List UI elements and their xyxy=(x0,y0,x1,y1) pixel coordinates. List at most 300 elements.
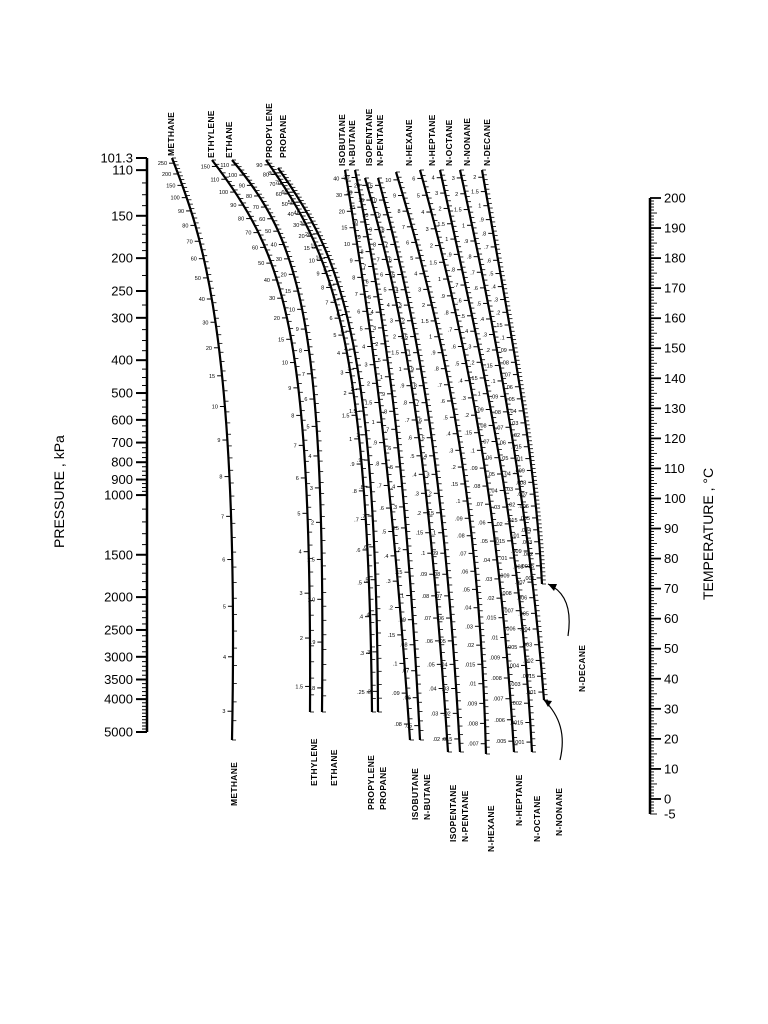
curve-value-label: .3 xyxy=(482,332,488,339)
curve-value-label: .02 xyxy=(466,643,475,650)
pressure-axis-label: PRESSURE , kPa xyxy=(51,435,67,548)
curve-value-label: 3 xyxy=(340,370,344,377)
curve-value-label: .09 xyxy=(490,394,499,401)
bottom-label-ethylene: ETHYLENE xyxy=(309,738,319,786)
curve-value-label: .9 xyxy=(310,640,316,647)
pressure-axis xyxy=(100,151,147,740)
curve-value-label: 5 xyxy=(222,604,226,611)
curve-value-label: 80 xyxy=(182,223,189,230)
curve-value-label: .7 xyxy=(414,400,420,407)
curve-value-label: 1 xyxy=(429,334,433,341)
curve-value-label: 2 xyxy=(299,636,303,643)
curve-value-label: .09 xyxy=(499,347,507,354)
pressure-tick-label: 150 xyxy=(111,208,133,224)
curve-value-label: .4 xyxy=(422,453,428,460)
curve-value-label: .2 xyxy=(388,605,393,612)
curve-value-label: .2 xyxy=(485,347,490,354)
curve-value-label: .003 xyxy=(521,642,533,649)
pressure-tick-label: 3000 xyxy=(104,649,133,665)
curve-value-label: .9 xyxy=(409,367,414,374)
curve-value-label: 10 xyxy=(281,360,288,367)
curve-value-label: 80 xyxy=(245,193,253,200)
curve-value-label: .8 xyxy=(359,485,364,492)
curve-value-label: 15 xyxy=(349,205,356,212)
curve-value-label: 5 xyxy=(410,256,414,263)
curve-value-label: 90 xyxy=(230,203,237,210)
curve-value-label: .9 xyxy=(372,440,378,447)
curve-value-label: .006 xyxy=(494,717,505,724)
curve-value-label: .1 xyxy=(470,448,475,455)
curve-value-label: .6 xyxy=(457,298,462,305)
bottom-label-methane: METHANE xyxy=(229,761,239,806)
curve-value-label: 7 xyxy=(376,257,380,264)
curve-value-label: .01 xyxy=(515,456,524,463)
curve-value-label: 5 xyxy=(392,272,396,279)
curve-value-label: .6 xyxy=(451,344,456,351)
curve-value-label: .5 xyxy=(363,577,369,584)
curve-value-label: .9 xyxy=(463,238,469,245)
curve-value-label: .02 xyxy=(443,711,451,718)
curve-value-label: 1.5 xyxy=(400,334,409,341)
curve-value-label: .9 xyxy=(479,217,484,224)
curve-value-label: .4 xyxy=(364,612,370,619)
curve-value-label: .4 xyxy=(446,431,451,438)
curve-value-label: .8 xyxy=(467,254,472,261)
curve-value-label: .07 xyxy=(481,439,490,446)
curve-value-label: .08 xyxy=(501,360,509,367)
bottom-label-propane: PROPANE xyxy=(378,766,388,810)
curve-value-label: 2 xyxy=(438,206,442,213)
curve-value-label: .01 xyxy=(468,681,477,688)
curve-value-label: .25 xyxy=(357,689,365,696)
curve-value-label: 4 xyxy=(395,287,399,294)
curve-value-label: .6 xyxy=(486,258,492,265)
curve-value-label: .1 xyxy=(455,499,461,506)
curve-value-label: .02 xyxy=(507,502,516,509)
curve-value-label: .3 xyxy=(359,651,365,658)
curve-value-label: 6 xyxy=(365,279,369,286)
curve-value-label: .8 xyxy=(374,461,380,468)
curve-value-label: 15 xyxy=(278,337,285,344)
temperature-tick-label: 90 xyxy=(664,521,679,537)
curve-value-label: .09 xyxy=(430,551,439,558)
curve-value-label: 6 xyxy=(388,257,392,264)
curve-value-label: .1 xyxy=(399,593,405,600)
curve-value-label: .007 xyxy=(502,608,514,615)
curve-value-label: .02 xyxy=(495,521,503,528)
curve-value-label: 4 xyxy=(370,310,374,317)
curve-value-label: .04 xyxy=(503,471,511,478)
curve-value-label: .4 xyxy=(491,284,496,291)
curve-value-label: .008 xyxy=(491,676,502,683)
curve-value-label: 9 xyxy=(323,268,327,275)
curve-value-label: 2 xyxy=(375,341,379,348)
curve-value-label: .2 xyxy=(495,310,501,317)
curve-value-label: 250 xyxy=(157,161,168,168)
top-label-n-hexane: N-HEXANE xyxy=(404,119,414,166)
curve-value-label: 110 xyxy=(210,177,220,184)
temperature-tick-label: 100 xyxy=(664,490,686,506)
curve-value-label: 50 xyxy=(281,201,288,208)
curve-value-label: 7 xyxy=(401,224,405,231)
curve-value-label: .15 xyxy=(485,363,493,370)
curve-value-label: 4 xyxy=(414,271,418,278)
curve-value-label: .5 xyxy=(476,301,482,308)
curve-value-label: 200 xyxy=(161,171,172,178)
curve-value-label: .15 xyxy=(394,570,403,577)
curve-value-label: .3 xyxy=(365,649,371,656)
curve-value-label: .05 xyxy=(462,587,470,594)
curve-value-label: .04 xyxy=(428,686,437,693)
curve-value-label: 1.5 xyxy=(295,684,304,691)
curve-value-label: .2 xyxy=(366,689,371,696)
curve-value-label: .07 xyxy=(503,372,511,379)
pressure-tick-label: 101.3 xyxy=(100,150,133,166)
bottom-label-n-pentane: N-PENTANE xyxy=(460,790,470,842)
top-label-n-decane: N-DECANE xyxy=(482,118,492,166)
curve-value-label: .2 xyxy=(464,413,470,420)
curve-value-label: .07 xyxy=(423,616,432,623)
curve-value-label: 1 xyxy=(437,277,442,284)
curve-value-label: .4 xyxy=(383,553,389,560)
curve-value-label: .5 xyxy=(357,580,362,587)
curve-value-label: .15 xyxy=(494,322,503,329)
curve-value-label: 5 xyxy=(333,333,337,340)
curve-value-label: .5 xyxy=(443,415,448,422)
curve-value-label: 40 xyxy=(263,278,270,285)
curve-value-label: 8 xyxy=(352,275,356,282)
curve-value-label: 2 xyxy=(401,318,406,325)
curve-value-label: .9 xyxy=(357,458,362,465)
curve-value-label: 30 xyxy=(269,296,276,303)
curve-value-label: 70 xyxy=(274,180,282,187)
curve-value-label: 20 xyxy=(280,272,287,279)
curve-value-label: 1 xyxy=(349,436,353,443)
curve-value-label: 3 xyxy=(398,303,402,310)
curve-value-label: .04 xyxy=(490,488,498,495)
curve-value-label: .4 xyxy=(458,378,463,385)
curve-value-label: 1 xyxy=(445,237,449,244)
curve-value-label: 15 xyxy=(358,198,365,205)
curve-value-label: 4 xyxy=(344,347,348,354)
curve-value-label: 100 xyxy=(170,195,180,202)
curve-value-label: 70 xyxy=(269,182,276,189)
bottom-label-propylene: PROPYLENE xyxy=(366,754,376,810)
curve-value-label: .7 xyxy=(354,517,359,524)
curve-value-label: 2 xyxy=(392,334,397,341)
curve-value-label: 1.5 xyxy=(372,358,381,365)
temperature-tick-label: 50 xyxy=(664,641,679,657)
curve-value-label: 10 xyxy=(370,198,377,205)
curve-value-label: .03 xyxy=(484,576,493,583)
curve-value-label: .5 xyxy=(381,529,387,536)
curve-value-label: .9 xyxy=(380,391,386,398)
curve-value-label: .6 xyxy=(440,398,445,405)
curve-value-label: 5 xyxy=(306,424,310,431)
curve-value-label: .5 xyxy=(488,271,494,278)
bottom-label-isobutane: ISOBUTANE xyxy=(410,767,420,820)
pressure-tick-label: 800 xyxy=(111,454,133,470)
pressure-tick-label: 600 xyxy=(111,412,133,428)
pressure-tick-label: 300 xyxy=(111,310,133,326)
curve-value-label: .009 xyxy=(466,701,478,708)
temperature-tick-label: 200 xyxy=(664,190,686,206)
bottom-label-isopentane: ISOPENTANE xyxy=(448,784,458,842)
curve-value-label: 1.5 xyxy=(364,400,373,407)
curve-value-label: .006 xyxy=(518,504,529,511)
curve-value-label: 15 xyxy=(208,373,216,380)
temperature-tick-label: 10 xyxy=(664,761,679,777)
curve-value-label: 9 xyxy=(369,227,373,234)
curve-value-label: 6 xyxy=(357,309,361,316)
n-nonane-arrowhead xyxy=(544,700,552,707)
curve-value-label: .006 xyxy=(504,626,516,633)
curve-value-label: 1.5 xyxy=(307,557,315,564)
curve-value-label: 3 xyxy=(451,175,455,182)
curve-value-label: 7 xyxy=(332,296,336,303)
temperature-tick-label: 110 xyxy=(664,460,685,476)
curve-value-label: 5 xyxy=(383,287,387,294)
pressure-tick-label: 500 xyxy=(111,385,133,401)
curve-value-label: .7 xyxy=(447,327,453,334)
bottom-label-n-heptane: N-HEPTANE xyxy=(514,774,524,826)
curve-value-label: 3 xyxy=(347,366,351,373)
curve-value-label: 7 xyxy=(221,514,225,521)
curve-value-label: .002 xyxy=(511,701,523,708)
curve-value-label: 1 xyxy=(356,432,360,439)
curve-value-label: 3 xyxy=(222,709,226,716)
curve-value-label: 4 xyxy=(431,175,435,182)
curve-value-label: 40 xyxy=(333,176,340,183)
curve-value-label: .001 xyxy=(513,740,525,747)
curve-value-label: .2 xyxy=(396,547,401,554)
top-label-isopentane: ISOPENTANE xyxy=(364,108,374,166)
curve-value-label: .015 xyxy=(494,538,506,545)
curve-value-label: .005 xyxy=(519,515,531,522)
curve-methane xyxy=(172,158,233,740)
curve-value-label: .15 xyxy=(387,632,396,639)
curve-value-label: 8 xyxy=(219,474,223,481)
curve-value-label: .07 xyxy=(401,668,410,675)
curve-value-label: .1 xyxy=(420,551,426,558)
curve-value-label: 3 xyxy=(418,287,422,294)
curve-value-label: .5 xyxy=(420,435,425,442)
curve-value-label: 6 xyxy=(304,397,308,404)
top-label-n-heptane: N-HEPTANE xyxy=(427,114,437,166)
bottom-label-n-nonane: N-NONANE xyxy=(554,787,564,836)
temperature-tick-label: 30 xyxy=(664,701,679,717)
curve-value-label: 10 xyxy=(343,242,351,249)
curve-value-label: 1.0 xyxy=(307,597,316,604)
curve-value-label: .15 xyxy=(450,481,459,488)
temperature-tick-label: 80 xyxy=(664,551,679,567)
curve-value-label: .05 xyxy=(487,471,496,478)
curve-value-label: 10 xyxy=(351,219,359,226)
curve-value-label: .7 xyxy=(484,244,489,251)
curve-value-label: .1 xyxy=(476,391,481,398)
curve-value-label: .8 xyxy=(434,366,439,373)
curve-value-label: .07 xyxy=(495,425,504,432)
curve-value-label: 50 xyxy=(265,229,272,236)
curve-value-label: 2 xyxy=(429,243,433,250)
curve-value-label: 80 xyxy=(238,216,245,223)
n-nonane-arrow xyxy=(544,700,562,760)
curve-value-label: 7 xyxy=(363,264,367,271)
curve-value-label: 8 xyxy=(397,209,401,216)
curve-value-label: 8 xyxy=(381,227,385,234)
pressure-tick-label: 2500 xyxy=(104,622,133,638)
curve-value-label: .7 xyxy=(437,382,442,389)
pressure-tick-label: 1500 xyxy=(104,547,133,563)
curve-value-label: .15 xyxy=(464,430,473,437)
top-label-isobutane: ISOBUTANE xyxy=(337,113,347,166)
curve-value-label: 50 xyxy=(194,275,201,282)
temperature-tick-label: 130 xyxy=(664,400,686,416)
curve-value-label: .5 xyxy=(388,464,394,471)
curve-value-label: 1 xyxy=(398,367,402,374)
temperature-tick-label: 120 xyxy=(664,430,686,446)
curve-value-label: 1.5 xyxy=(348,409,357,416)
curve-value-label: 5 xyxy=(368,294,372,301)
n-decane-label: N-DECANE xyxy=(577,644,587,692)
curve-value-label: .5 xyxy=(454,361,460,368)
curve-value-label: .6 xyxy=(379,506,384,513)
curve-value-label: .9 xyxy=(430,350,436,357)
curve-value-label: .001 xyxy=(525,690,537,697)
curve-value-label: 60 xyxy=(281,190,288,197)
top-label-n-nonane: N-NONANE xyxy=(462,117,472,166)
curve-value-label: .008 xyxy=(467,721,479,728)
curve-value-label: 150 xyxy=(200,164,210,171)
curve-value-label: .009 xyxy=(498,573,510,580)
curve-value-label: 9 xyxy=(392,193,397,200)
curve-value-label: .08 xyxy=(421,593,430,600)
temperature-tick-label: 170 xyxy=(664,280,686,296)
curve-value-label: 3 xyxy=(435,191,439,198)
k-value-curves xyxy=(158,158,548,754)
curve-value-label: .7 xyxy=(361,514,366,521)
curve-value-label: 80 xyxy=(262,172,270,179)
curve-value-label: 40 xyxy=(293,210,300,217)
curve-value-label: .08 xyxy=(472,484,481,491)
curve-value-label: .05 xyxy=(480,539,488,546)
curve-value-label: .8 xyxy=(310,685,316,692)
curve-value-label: 2 xyxy=(473,175,477,182)
curve-value-label: .08 xyxy=(432,572,441,579)
curve-value-label: .001 xyxy=(523,575,535,582)
curve-value-label: 8 xyxy=(321,285,325,292)
curve-value-label: 1.5 xyxy=(420,318,429,325)
curve-value-label: 1 xyxy=(478,203,482,210)
curve-value-label: .06 xyxy=(425,638,433,645)
pressure-tick-label: 200 xyxy=(111,250,133,266)
curve-value-label: .9 xyxy=(399,383,405,390)
bottom-curve-labels xyxy=(229,738,564,852)
curve-value-label: .07 xyxy=(434,593,443,600)
curve-value-label: 8 xyxy=(298,348,303,355)
curve-value-label: .4 xyxy=(412,472,417,479)
curve-value-label: .05 xyxy=(438,638,446,645)
curve-value-label: 1.5 xyxy=(454,207,462,214)
curve-value-label: .003 xyxy=(509,682,521,689)
curve-value-label: .03 xyxy=(510,420,519,427)
pressure-tick-label: 4000 xyxy=(104,691,133,707)
curve-value-label: 6 xyxy=(222,557,226,564)
curve-value-label: 30 xyxy=(335,192,343,199)
pressure-tick-label: 700 xyxy=(111,435,133,451)
curve-value-label: .08 xyxy=(457,533,465,540)
curve-value-label: .3 xyxy=(466,344,472,351)
curve-value-label: 5 xyxy=(416,193,420,200)
curve-value-label: 10 xyxy=(362,212,369,219)
curve-value-label: .8 xyxy=(352,488,357,495)
pressure-tick-label: 5000 xyxy=(104,724,133,740)
curve-value-label: .3 xyxy=(448,448,454,455)
curve-value-label: 20 xyxy=(305,231,312,238)
temperature-tick-label: -5 xyxy=(664,806,676,822)
curve-value-label: 7 xyxy=(325,300,329,307)
curve-value-label: 2 xyxy=(421,303,425,310)
curve-value-label: 1 xyxy=(379,374,383,381)
curve-value-label: 40 xyxy=(270,242,277,249)
curve-value-label: .09 xyxy=(419,572,428,579)
curve-value-label: 7 xyxy=(293,443,297,450)
curve-value-label: 30 xyxy=(202,320,209,327)
top-label-n-octane: N-OCTANE xyxy=(444,119,454,166)
curve-n-nonane xyxy=(460,170,544,700)
curve-value-label: 10 xyxy=(308,258,315,265)
curve-value-label: .007 xyxy=(492,696,504,703)
curve-value-label: 3 xyxy=(425,226,429,233)
curve-value-label: .003 xyxy=(521,539,533,546)
curve-value-label: .008 xyxy=(512,564,524,571)
top-label-n-butane: N-BUTANE xyxy=(347,119,357,166)
curve-value-label: 40 xyxy=(198,297,205,304)
curve-value-label: .3 xyxy=(424,472,430,479)
curve-value-label: .009 xyxy=(514,468,525,475)
curve-value-label: 4 xyxy=(386,303,390,310)
curve-value-label: .09 xyxy=(470,466,478,473)
curve-value-label: .005 xyxy=(518,611,529,618)
temperature-tick-label: 20 xyxy=(664,731,679,747)
curve-value-label: 15 xyxy=(310,243,317,250)
curve-value-label: 5 xyxy=(297,511,301,518)
curve-value-label: .2 xyxy=(427,491,432,498)
curve-value-label: .15 xyxy=(470,375,478,382)
curve-value-label: 100 xyxy=(228,173,238,180)
curve-value-label: .06 xyxy=(403,695,411,702)
curve-value-label: .6 xyxy=(362,544,368,551)
curve-value-label: .03 xyxy=(465,624,473,631)
curve-value-label: .25 xyxy=(391,525,399,532)
curve-value-label: .004 xyxy=(519,627,531,634)
curve-value-label: 1.5 xyxy=(437,221,445,228)
curve-value-label: .8 xyxy=(402,400,408,407)
curve-value-label: .009 xyxy=(510,549,522,556)
curve-value-label: .6 xyxy=(355,547,361,554)
curve-value-label: 7 xyxy=(354,292,358,299)
curve-value-label: 1.5 xyxy=(341,413,350,420)
curve-value-label: .015 xyxy=(506,518,518,525)
curve-value-label: .2 xyxy=(416,510,422,517)
curve-value-label: 2 xyxy=(455,191,459,198)
temperature-tick-label: 140 xyxy=(664,370,686,386)
curve-value-label: 9 xyxy=(349,258,353,265)
temperature-axis-label: TEMPERATURE , °C xyxy=(700,467,716,600)
curve-value-label: 5 xyxy=(340,329,344,336)
curve-value-label: 4 xyxy=(421,210,425,217)
curve-value-label: 30 xyxy=(293,222,300,229)
